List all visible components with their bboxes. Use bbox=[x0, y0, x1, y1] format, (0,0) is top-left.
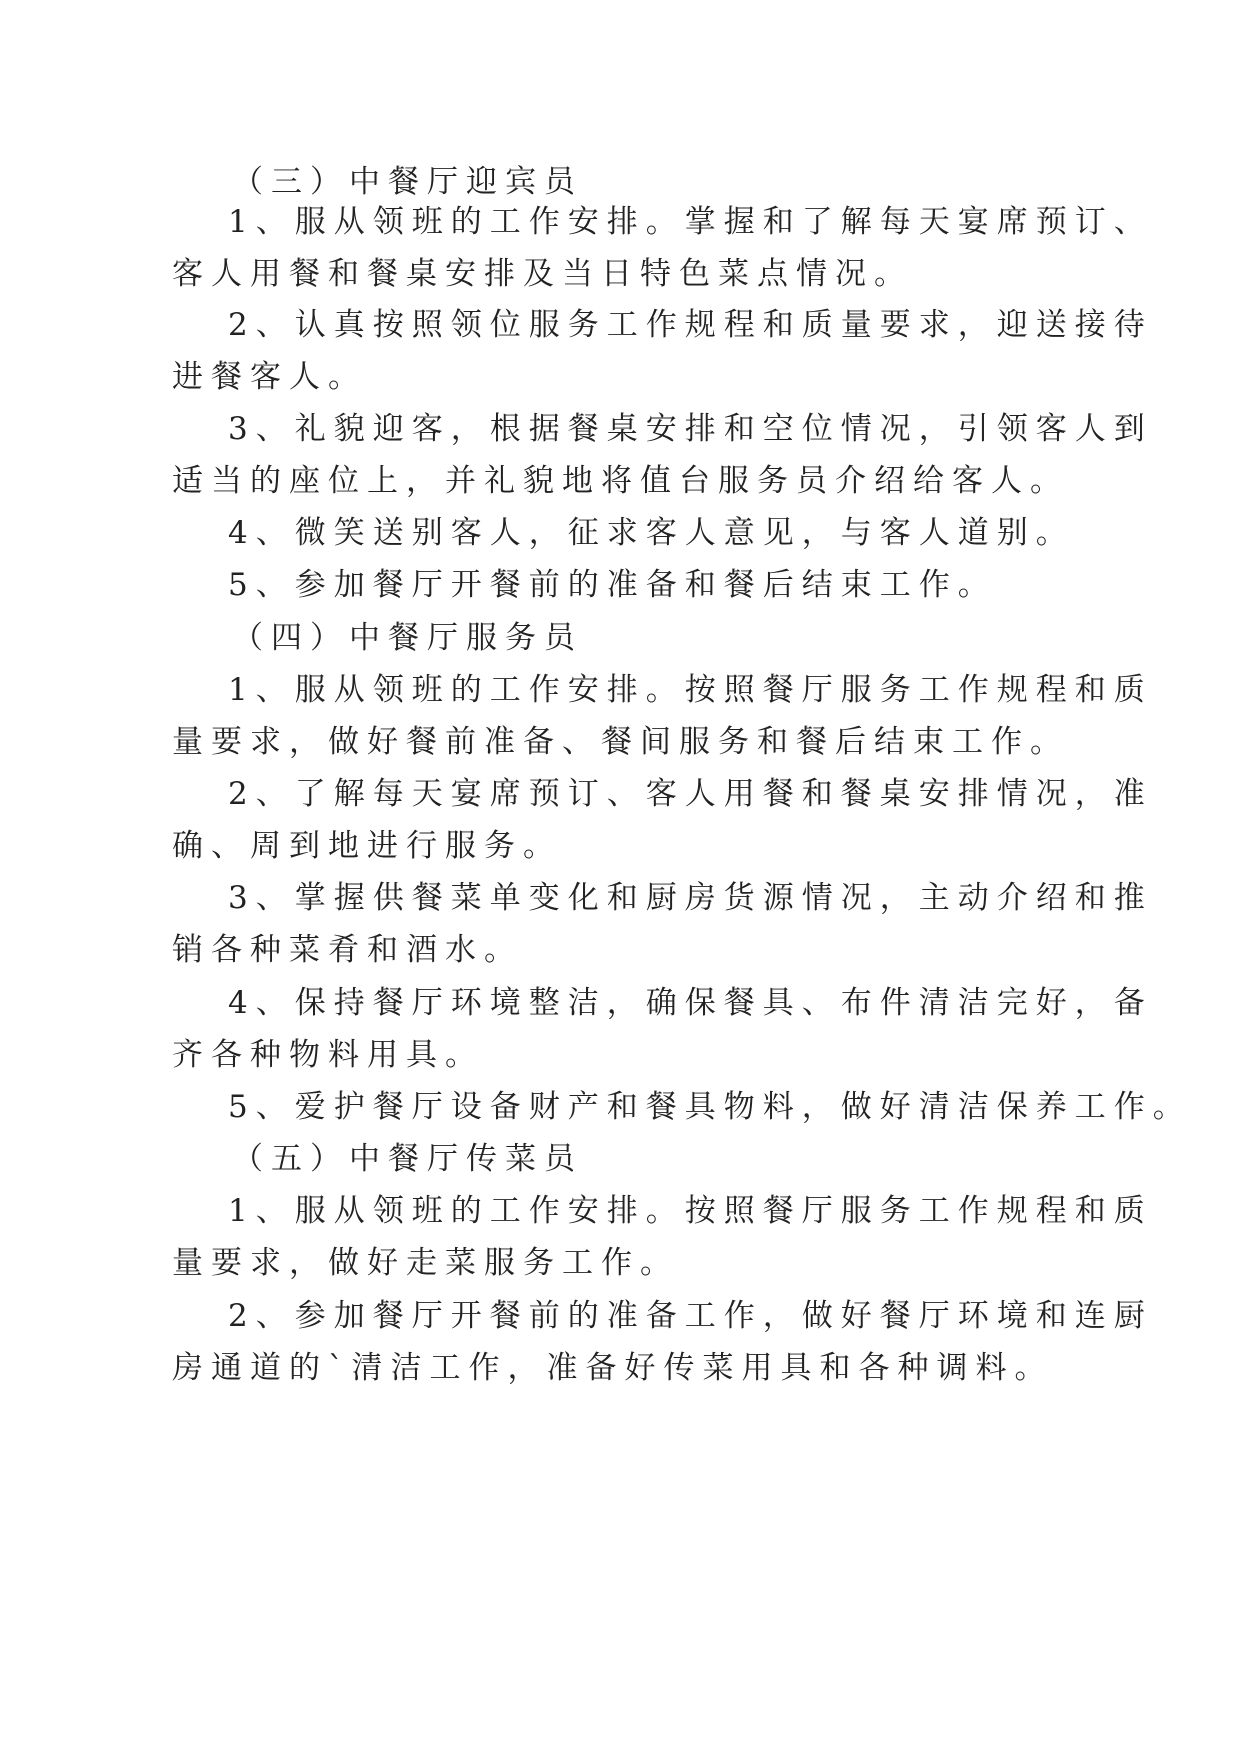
section-heading-server: （四）中餐厅服务员 bbox=[232, 620, 583, 656]
paragraph-line: 销各种菜肴和酒水。 bbox=[172, 932, 523, 968]
paragraph-line: 确、周到地进行服务。 bbox=[172, 828, 562, 864]
paragraph-line: 进餐客人。 bbox=[172, 359, 367, 395]
paragraph-line: 5、爱护餐厅设备财产和餐具物料，做好清洁保养工作。 bbox=[228, 1089, 1192, 1125]
section-heading-runner: （五）中餐厅传菜员 bbox=[232, 1141, 583, 1177]
paragraph-line: 1、服从领班的工作安排。掌握和了解每天宴席预订、 bbox=[228, 204, 1153, 240]
paragraph-line: 房通道的`清洁工作，准备好传菜用具和各种调料。 bbox=[172, 1350, 1054, 1386]
section-heading-greeter: （三）中餐厅迎宾员 bbox=[232, 164, 583, 200]
paragraph-line: 1、服从领班的工作安排。按照餐厅服务工作规程和质 bbox=[228, 1193, 1153, 1229]
paragraph-line: 2、了解每天宴席预订、客人用餐和餐桌安排情况，准 bbox=[228, 776, 1153, 812]
paragraph-line: 2、参加餐厅开餐前的准备工作，做好餐厅环境和连厨 bbox=[228, 1298, 1153, 1334]
paragraph-line: 客人用餐和餐桌安排及当日特色菜点情况。 bbox=[172, 256, 913, 292]
paragraph-line: 4、微笑送别客人，征求客人意见，与客人道别。 bbox=[228, 515, 1075, 551]
paragraph-line: 适当的座位上，并礼貌地将值台服务员介绍给客人。 bbox=[172, 463, 1069, 499]
paragraph-line: 1、服从领班的工作安排。按照餐厅服务工作规程和质 bbox=[228, 672, 1153, 708]
paragraph-line: 3、礼貌迎客，根据餐桌安排和空位情况，引领客人到 bbox=[228, 411, 1153, 447]
paragraph-line: 3、掌握供餐菜单变化和厨房货源情况，主动介绍和推 bbox=[228, 880, 1153, 916]
paragraph-line: 4、保持餐厅环境整洁，确保餐具、布件清洁完好，备 bbox=[228, 985, 1153, 1021]
paragraph-line: 量要求，做好走菜服务工作。 bbox=[172, 1245, 679, 1281]
paragraph-line: 量要求，做好餐前准备、餐间服务和餐后结束工作。 bbox=[172, 724, 1069, 760]
paragraph-line: 2、认真按照领位服务工作规程和质量要求，迎送接待 bbox=[228, 307, 1153, 343]
paragraph-line: 5、参加餐厅开餐前的准备和餐后结束工作。 bbox=[228, 567, 997, 603]
paragraph-line: 齐各种物料用具。 bbox=[172, 1037, 484, 1073]
